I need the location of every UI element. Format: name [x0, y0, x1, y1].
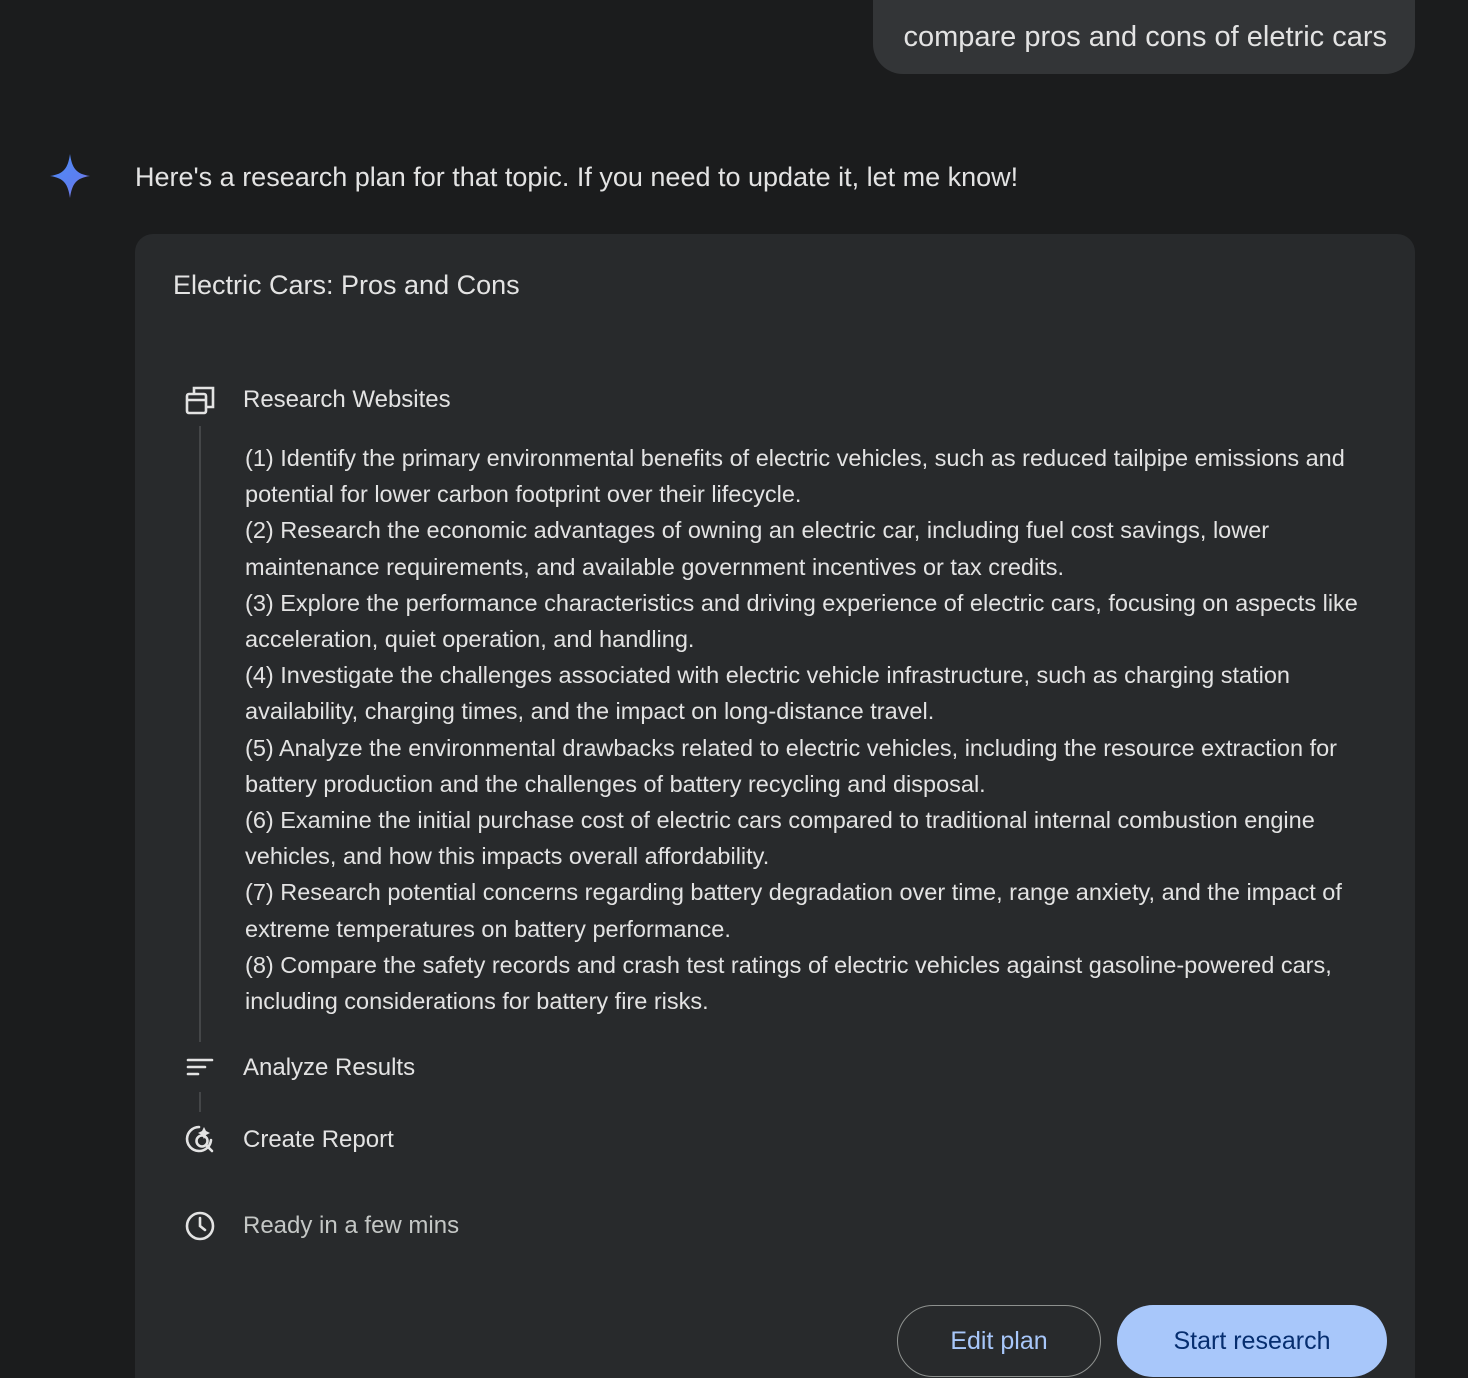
user-message-text: compare pros and cons of eletric cars — [903, 20, 1387, 53]
start-research-button[interactable]: Start research — [1117, 1305, 1387, 1377]
step-analyze-results — [181, 1049, 415, 1087]
websites-icon — [181, 381, 219, 419]
step-create-report — [181, 1121, 394, 1159]
list-item: (5) Analyze the environmental drawbacks related to electric vehicles, including the resource extraction for battery production and the challenges of battery recycling and disposal. — [245, 734, 1337, 797]
step-research-websites — [181, 381, 451, 419]
assistant-message: Here's a research plan for that topic. If you need to update it, let me know! — [135, 162, 1019, 192]
step-label: Create Report — [243, 1126, 394, 1153]
create-report-icon — [181, 1121, 219, 1159]
user-message-bubble — [873, 0, 1415, 74]
list-item: (6) Examine the initial purchase cost of electric cars compared to traditional internal combustion engine vehicles, and how this impacts overall affordability. — [245, 807, 1315, 870]
list-item: (8) Compare the safety records and crash test ratings of electric vehicles against gasoline-powered cars, including considerations for battery fire risks. — [245, 951, 1332, 1015]
plan-title: Electric Cars: Pros and Cons — [173, 270, 520, 300]
step-connector-line — [199, 426, 201, 1042]
list-item: (2) Research the economic advantages of owning an electric car, including fuel cost savings, lower maintenance requirements, and available government incentives or tax credits. — [245, 517, 1270, 580]
step-label: Analyze Results — [243, 1054, 416, 1081]
clock-icon — [181, 1207, 219, 1245]
research-plan-card — [135, 234, 1415, 1378]
ready-estimate — [181, 1207, 459, 1245]
assistant-avatar — [48, 152, 92, 200]
list-item: (3) Explore the performance characteristics and driving experience of electric cars, focusing on aspects like acceleration, quiet operation, and handling. — [245, 589, 1358, 653]
ready-text: Ready in a few mins — [243, 1212, 460, 1239]
list-item: (7) Research potential concerns regarding battery degradation over time, range anxiety, and the impact of extreme temperatures on battery performance. — [245, 879, 1342, 942]
list-item: (1) Identify the primary environmental benefits of electric vehicles, such as reduced tailpipe emissions and potential for lower carbon footprint over their lifecycle. — [245, 445, 1345, 508]
list-item: (4) Investigate the challenges associated with electric vehicle infrastructure, such as charging station availability, charging times, and the impact on long-distance travel. — [245, 662, 1290, 725]
research-items-list — [245, 440, 1385, 1019]
step-connector-line — [199, 1092, 201, 1112]
step-label: Research Websites — [243, 386, 451, 413]
edit-plan-button[interactable]: Edit plan — [897, 1305, 1101, 1377]
gemini-spark-icon — [48, 152, 92, 200]
analyze-results-icon — [181, 1049, 219, 1087]
